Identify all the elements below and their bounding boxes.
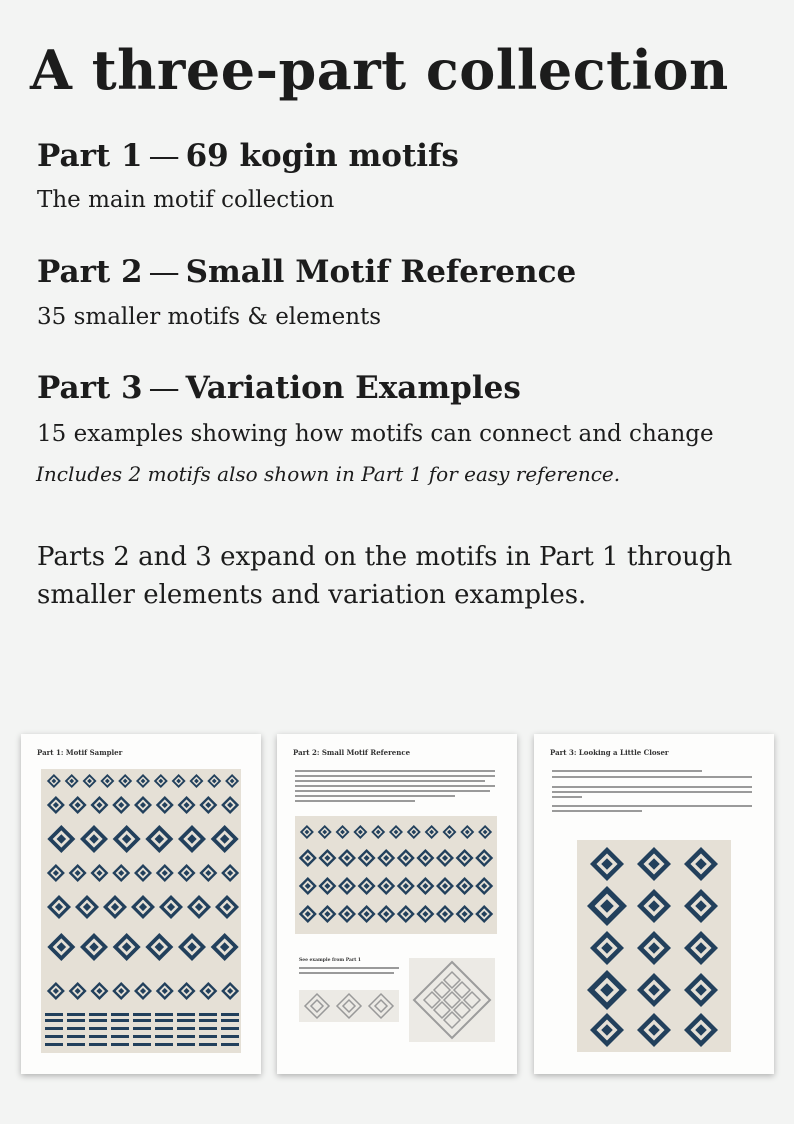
motif-band — [133, 1019, 151, 1022]
thumbnail-part-3 — [534, 734, 774, 1074]
motif-band — [67, 1013, 85, 1016]
outline-motif-image — [299, 990, 399, 1022]
motif-band — [177, 1043, 195, 1046]
motif-sampler-image — [41, 769, 241, 1053]
part-1-name: 69 kogin motifs — [185, 138, 459, 174]
thumbnail-3-title: Part 3: Looking a Little Closer — [550, 748, 669, 757]
motif-band — [155, 1027, 173, 1030]
part-3-dash: — — [148, 370, 180, 406]
part-3-name: Variation Examples — [185, 370, 521, 406]
motif-band — [89, 1027, 107, 1030]
part-2-label: Part 2 — [37, 254, 143, 290]
motif-band — [111, 1019, 129, 1022]
motif-band — [45, 1013, 63, 1016]
motif-band — [67, 1019, 85, 1022]
motif-band — [155, 1013, 173, 1016]
part-3-note: Includes 2 motifs also shown in Part 1 for easy reference. — [36, 462, 621, 486]
motif-diamond — [343, 1000, 355, 1012]
variation-example-image — [577, 840, 731, 1052]
motif-band — [199, 1043, 217, 1046]
part-2-dash: — — [148, 254, 180, 290]
motif-band — [177, 1035, 195, 1038]
motif-band — [221, 1035, 239, 1038]
motif-band — [177, 1027, 195, 1030]
motif-band — [199, 1013, 217, 1016]
motif-band — [221, 1043, 239, 1046]
part-2-heading — [37, 254, 576, 290]
motif-diamond — [311, 1000, 323, 1012]
motif-band — [45, 1043, 63, 1046]
motif-band — [177, 1019, 195, 1022]
motif-band — [89, 1035, 107, 1038]
motif-band — [111, 1027, 129, 1030]
part-1-label: Part 1 — [37, 138, 143, 174]
motif-band — [111, 1035, 129, 1038]
small-motif-image — [295, 816, 497, 934]
motif-band — [67, 1027, 85, 1030]
large-outline-motif-image — [409, 958, 495, 1042]
motif-band — [221, 1013, 239, 1016]
motif-band — [221, 1019, 239, 1022]
outline-motif-svg — [299, 990, 399, 1022]
part-3-label: Part 3 — [37, 370, 143, 406]
summary-paragraph: Parts 2 and 3 expand on the motifs in Part 1 through smaller elements and variation examples. — [37, 542, 733, 610]
motif-band — [133, 1043, 151, 1046]
motif-band — [45, 1035, 63, 1038]
motif-band — [133, 1013, 151, 1016]
motif-diamond — [375, 1000, 387, 1012]
thumbnail-1-title: Part 1: Motif Sampler — [37, 748, 123, 757]
motif-band — [45, 1019, 63, 1022]
thumbnail-part-1 — [21, 734, 261, 1074]
motif-band — [221, 1027, 239, 1030]
page-title: A three-part collection — [30, 38, 729, 102]
motif-band — [199, 1027, 217, 1030]
motif-band — [111, 1043, 129, 1046]
motif-band — [199, 1035, 217, 1038]
motif-diamond — [369, 994, 393, 1018]
motif-band — [89, 1043, 107, 1046]
motif-band — [45, 1027, 63, 1030]
motif-band — [177, 1013, 195, 1016]
part-1-dash: — — [148, 138, 180, 174]
part-2-description: 35 smaller motifs & elements — [37, 304, 382, 330]
part-3-description: 15 examples showing how motifs can connect and change — [37, 421, 714, 447]
thumbnail-part-2 — [277, 734, 517, 1074]
motif-band — [155, 1035, 173, 1038]
motif-band — [155, 1043, 173, 1046]
part-2-name: Small Motif Reference — [185, 254, 577, 290]
part-1-description: The main motif collection — [37, 187, 335, 213]
small-motif-svg — [295, 816, 497, 934]
motif-band — [67, 1035, 85, 1038]
part-3-heading — [37, 370, 521, 406]
motif-diamond — [305, 994, 329, 1018]
motif-band — [111, 1013, 129, 1016]
motif-band — [67, 1043, 85, 1046]
motif-band — [89, 1013, 107, 1016]
thumbnail-2-title: Part 2: Small Motif Reference — [293, 748, 411, 757]
large-outline-motif-svg — [409, 958, 495, 1042]
motif-diamond — [337, 994, 361, 1018]
motif-band — [133, 1035, 151, 1038]
motif-band — [133, 1027, 151, 1030]
motif-band — [199, 1019, 217, 1022]
motif-band — [89, 1019, 107, 1022]
motif-diamond — [414, 962, 490, 1038]
motif-sampler-svg — [41, 769, 241, 1053]
variation-example-svg — [577, 840, 731, 1052]
thumbnail-2-caption: See example from Part 1 — [299, 958, 362, 963]
motif-band — [155, 1019, 173, 1022]
part-1-heading — [37, 138, 459, 174]
